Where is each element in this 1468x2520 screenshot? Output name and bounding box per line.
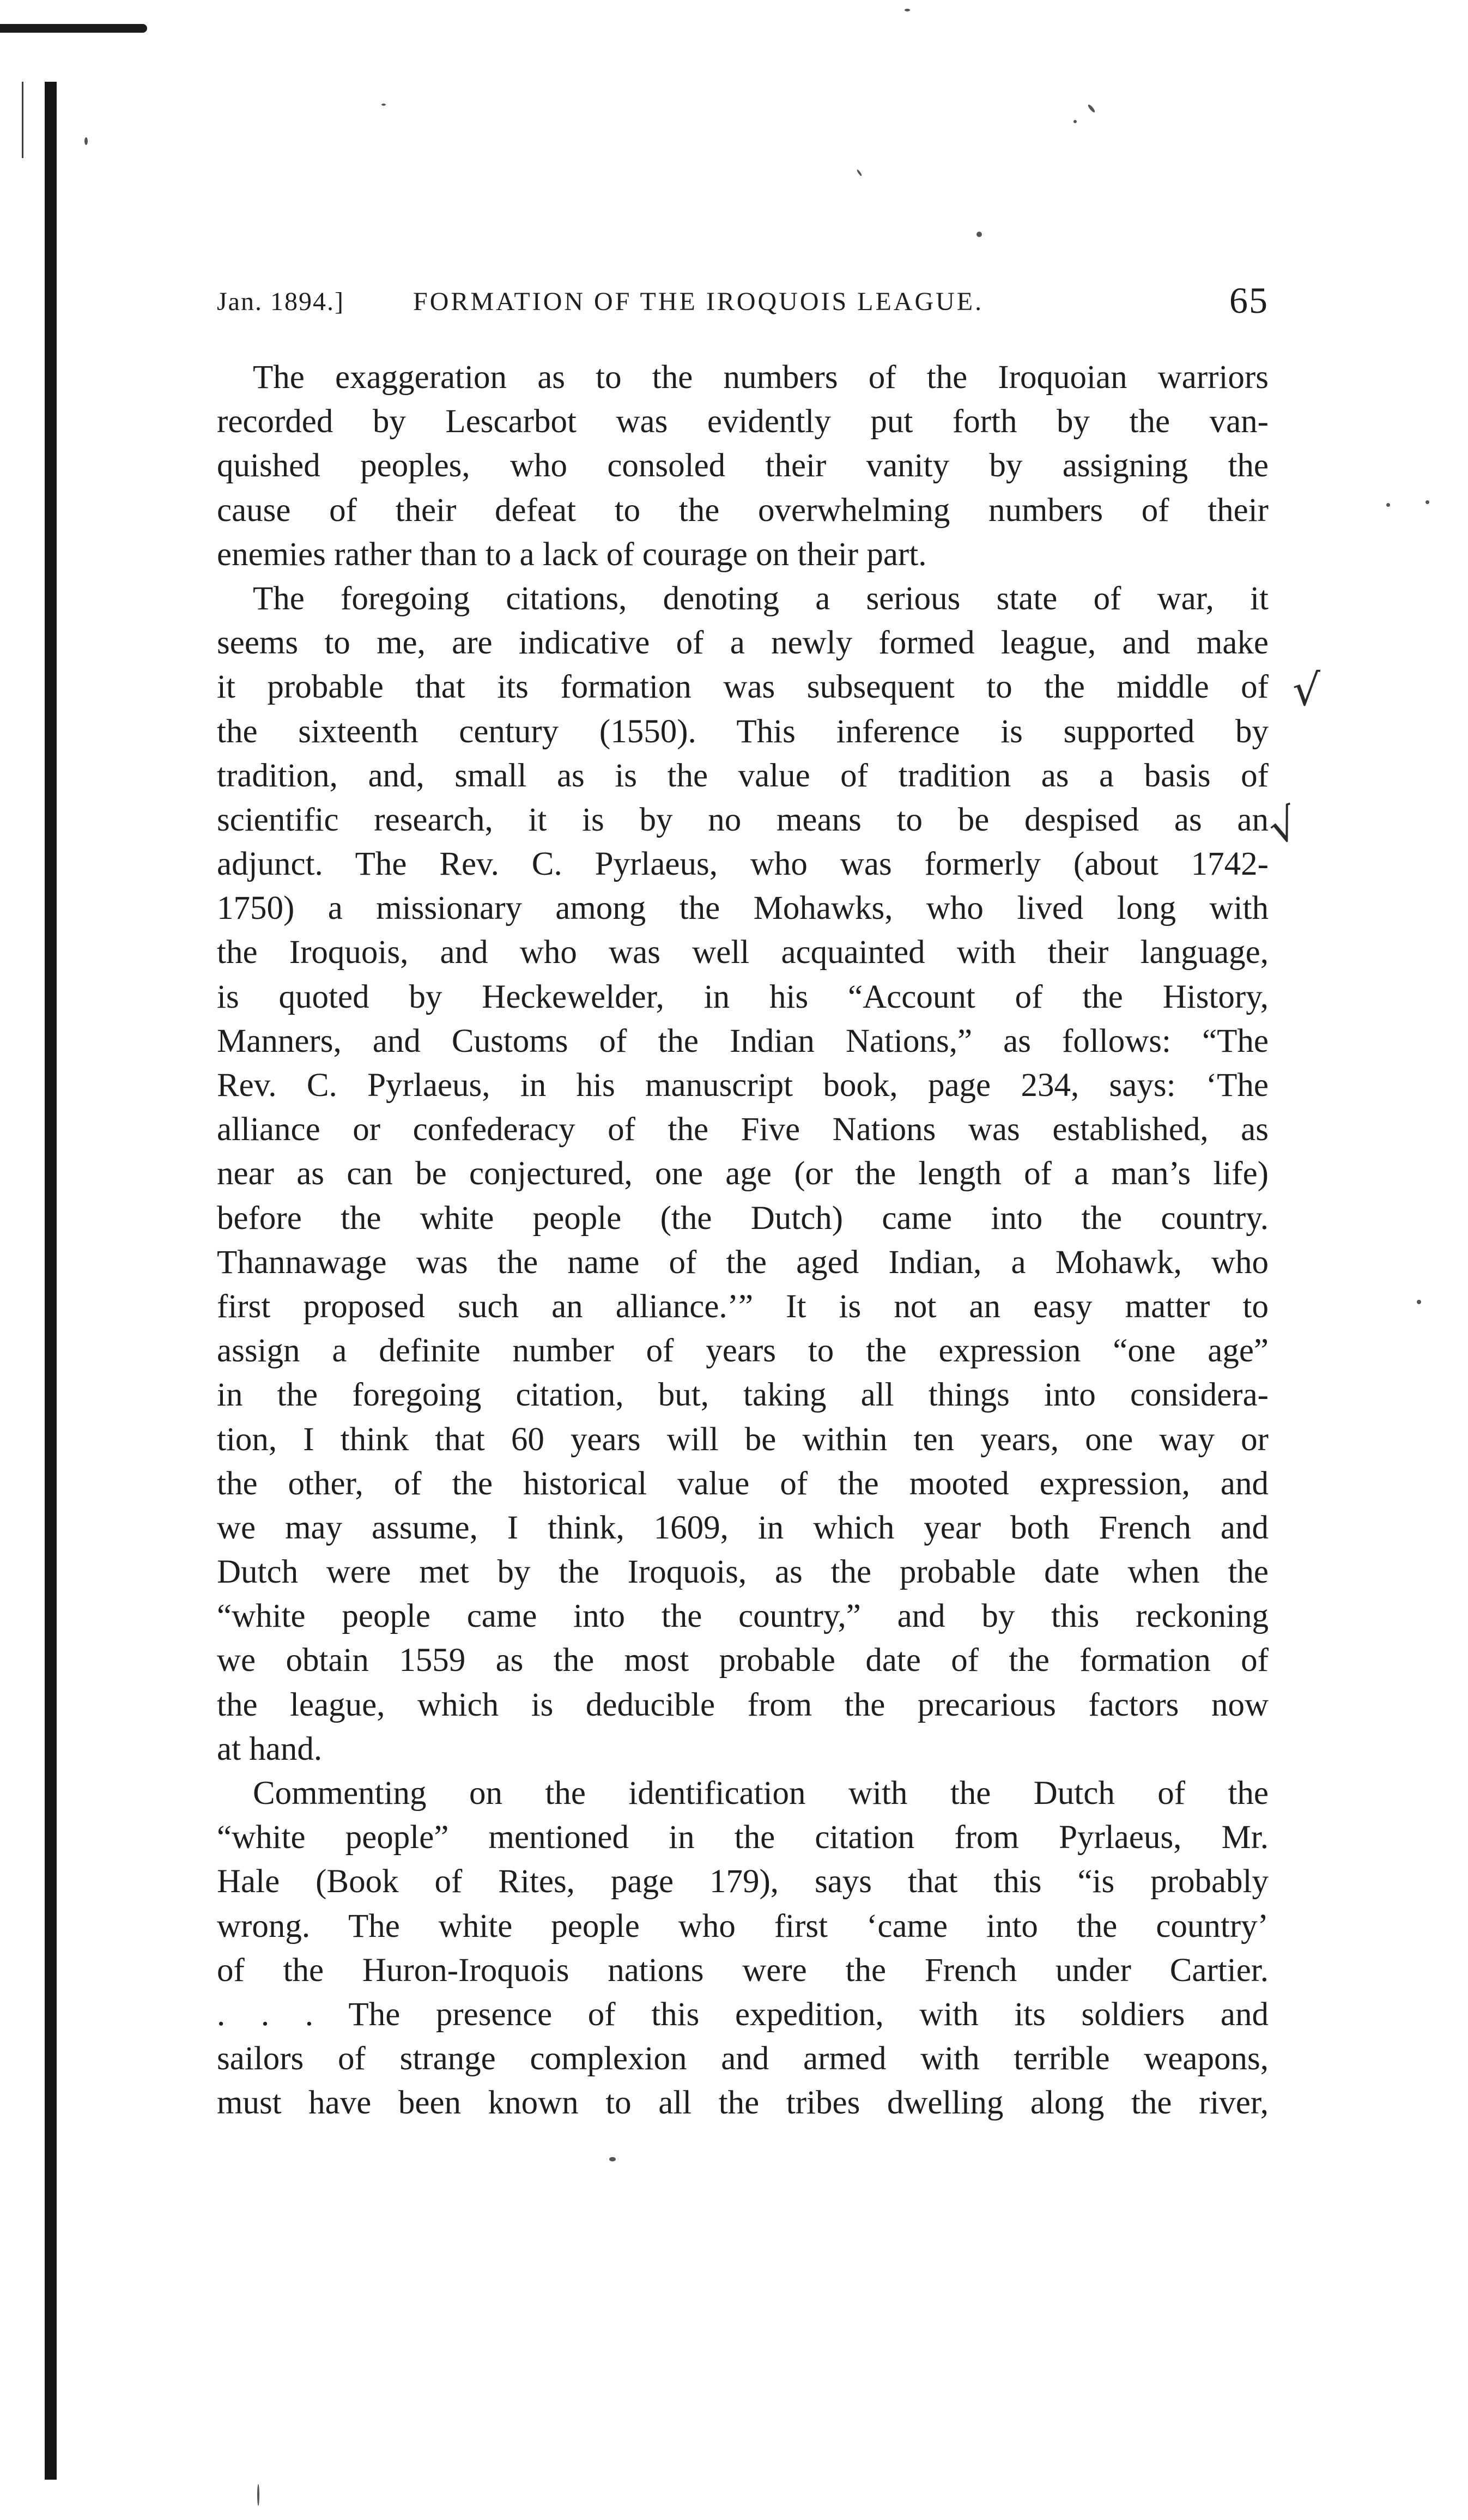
header-date: Jan. 1894.] bbox=[217, 287, 344, 316]
text-line: scientific research, it is by no means to be despised as an bbox=[217, 801, 1269, 838]
text-line: the sixteenth century (1550). This inference is supported by bbox=[217, 713, 1269, 750]
text-line: we obtain 1559 as the most probable date of the formation of bbox=[217, 1642, 1269, 1679]
text-line: sailors of strange complexion and armed with terrible weapons, bbox=[217, 2040, 1269, 2077]
text-line: quished peoples, who consoled their vanity by assigning the bbox=[217, 447, 1269, 484]
text-line: The exaggeration as to the numbers of the Iroquoian warriors bbox=[253, 359, 1269, 396]
binding-edge-top bbox=[0, 24, 147, 33]
text-line: The foregoing citations, denoting a serious state of war, it bbox=[253, 580, 1269, 617]
text-line: tion, I think that 60 years will be within ten years, one way or bbox=[217, 1421, 1269, 1458]
text-line: Rev. C. Pyrlaeus, in his manuscript book, page 234, says: ‘The bbox=[217, 1067, 1269, 1104]
text-line: wrong. The white people who first ‘came into the country’ bbox=[217, 1907, 1269, 1944]
text-line: enemies rather than to a lack of courage on their part. bbox=[217, 536, 927, 573]
text-line: Dutch were met by the Iroquois, as the probable date when the bbox=[217, 1554, 1269, 1591]
text-line: we may assume, I think, 1609, in which year both French and bbox=[217, 1509, 1269, 1546]
text-line: Thannawage was the name of the aged Indian, a Mohawk, who bbox=[217, 1244, 1269, 1281]
body-text bbox=[217, 355, 1269, 2125]
text-line: of the Huron-Iroquois nations were the French under Cartier. bbox=[217, 1952, 1269, 1989]
text-line: must have been known to all the tribes dwelling along the river, bbox=[217, 2085, 1269, 2122]
text-line: recorded by Lescarbot was evidently put forth by the van- bbox=[217, 403, 1269, 440]
text-line: “white people” mentioned in the citation from Pyrlaeus, Mr. bbox=[217, 1819, 1269, 1856]
text-line: cause of their defeat to the overwhelming numbers of their bbox=[217, 492, 1269, 529]
page-number: 65 bbox=[1229, 280, 1269, 321]
text-line: the Iroquois, and who was well acquainted with their language, bbox=[217, 934, 1269, 971]
text-line: assign a definite number of years to the expression “one age” bbox=[217, 1332, 1269, 1370]
text-line: alliance or confederacy of the Five Nations was established, as bbox=[217, 1111, 1269, 1148]
text-line: “white people came into the country,” and by this reckoning bbox=[217, 1598, 1269, 1635]
text-line: adjunct. The Rev. C. Pyrlaeus, who was formerly (about 1742- bbox=[217, 846, 1269, 883]
text-line: it probable that its formation was subsequent to the middle of bbox=[217, 669, 1269, 706]
text-line: the other, of the historical value of the mooted expression, and bbox=[217, 1465, 1269, 1502]
margin-check-mark-2: √ bbox=[1261, 798, 1306, 855]
text-line: Commenting on the identification with the Dutch of the bbox=[253, 1775, 1269, 1812]
header-title: FORMATION OF THE IROQUOIS LEAGUE. bbox=[413, 287, 984, 316]
binding-edge-thin bbox=[22, 82, 23, 158]
text-line: is quoted by Heckewelder, in his “Account of the History, bbox=[217, 978, 1269, 1015]
text-line: tradition, and, small as is the value of tradition as a basis of bbox=[217, 757, 1269, 794]
text-line: in the foregoing citation, but, taking all things into considera- bbox=[217, 1377, 1269, 1414]
text-line: 1750) a missionary among the Mohawks, who lived long with bbox=[217, 890, 1269, 927]
text-line: the league, which is deducible from the precarious factors now bbox=[217, 1686, 1269, 1723]
text-line: first proposed such an alliance.’” It is not an easy matter to bbox=[217, 1288, 1269, 1325]
text-line: at hand. bbox=[217, 1730, 323, 1767]
text-line: seems to me, are indicative of a newly formed league, and make bbox=[217, 625, 1269, 662]
text-line: Manners, and Customs of the Indian Nations,” as follows: “The bbox=[217, 1022, 1269, 1059]
binding-edge-bar bbox=[45, 82, 57, 2480]
text-line: before the white people (the Dutch) came into the country. bbox=[217, 1200, 1269, 1237]
margin-check-mark-1: √ bbox=[1293, 665, 1320, 716]
text-line: . . . The presence of this expedition, with its soldiers and bbox=[217, 1996, 1269, 2033]
text-line: near as can be conjectured, one age (or the length of a man’s life) bbox=[217, 1155, 1269, 1192]
running-header bbox=[217, 279, 1269, 328]
text-line: Hale (Book of Rites, page 179), says that this “is probably bbox=[217, 1863, 1269, 1900]
